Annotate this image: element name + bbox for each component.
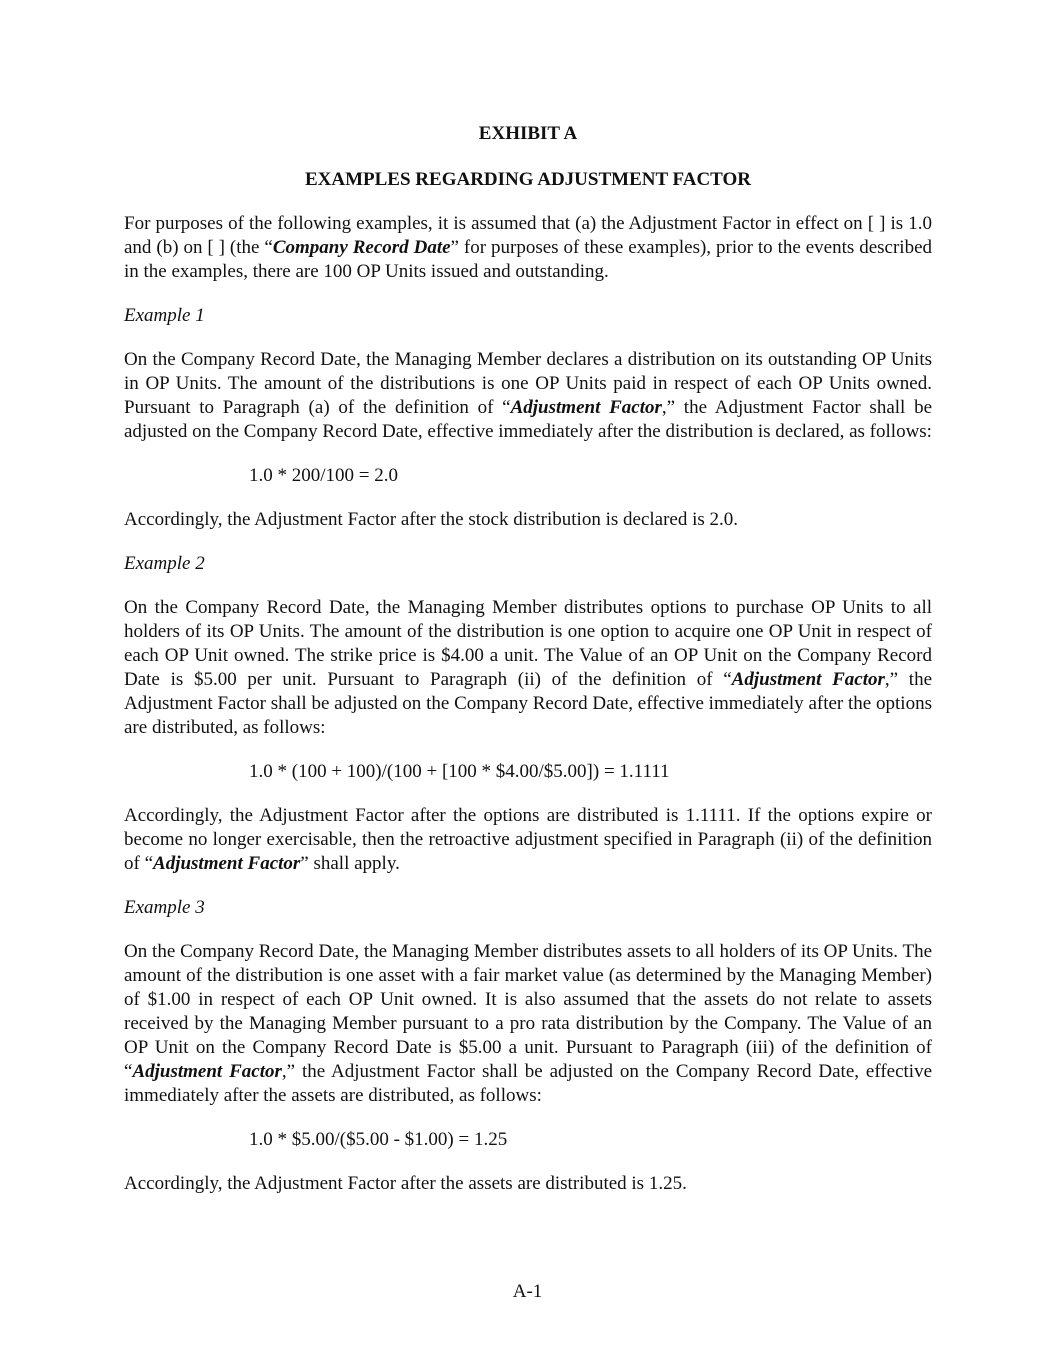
defined-term: Adjustment Factor (731, 669, 885, 690)
defined-term: Adjustment Factor (510, 397, 662, 418)
example-2-paragraph: On the Company Record Date, the Managing Member distributes options to purchase OP Units to all holders of its OP Units. The amount of the distribution is one option to acquire one OP Unit in respect of each OP Unit owned. The strike price is $4.00 a unit. The Value of an OP Unit on the Company Record Date is $5.00 per unit. Pursuant to Paragraph (ii) of the definition of “Adjustment Factor,” the Adjustment Factor shall be adjusted on the Company Record Date, effective immediately after the options are distributed, as follows: (124, 597, 933, 738)
example-1-paragraph: On the Company Record Date, the Managing Member declares a distribution on its outstanding OP Units in OP Units. The amount of the distributions is one OP Units paid in respect of each OP Units owned. Pursuant to Paragraph (a) of the definition of “Adjustment Factor,” the Adjustment Factor shall be adjusted on the Company Record Date, effective immediately after the distribution is declared, as follows: (124, 349, 933, 442)
example-2-formula: 1.0 * (100 + 100)/(100 + [100 * $4.00/$5.00]) = 1.1111 (249, 761, 670, 782)
intro-paragraph: For purposes of the following examples, it is assumed that (a) the Adjustment Factor in effect on [ ] is 1.0 and (b) on [ ] (the “Company Record Date” for purposes of these examples), prior to the events described in the examples, there are 100 OP Units issued and outstanding. (124, 213, 933, 282)
example-2-conclusion: Accordingly, the Adjustment Factor after the options are distributed is 1.1111. If the options expire or become no longer exercisable, then the retroactive adjustment specified in Paragraph (ii) of the definition of “Adjustment Factor” shall apply. (124, 805, 932, 874)
page-number: A-1 (512, 1281, 543, 1302)
example-3-conclusion: Accordingly, the Adjustment Factor after the assets are distributed is 1.25. (124, 1173, 687, 1194)
example-2-title: Example 2 (124, 553, 205, 574)
example-1-conclusion: Accordingly, the Adjustment Factor after the stock distribution is declared is 2.0. (124, 509, 739, 530)
example-3-formula: 1.0 * $5.00/($5.00 - $1.00) = 1.25 (249, 1129, 508, 1150)
example-1-formula: 1.0 * 200/100 = 2.0 (249, 465, 398, 486)
defined-term: Company Record Date (272, 237, 451, 258)
defined-term: Adjustment Factor (132, 1061, 282, 1082)
defined-term: Adjustment Factor (153, 853, 301, 874)
example-3-paragraph: On the Company Record Date, the Managing Member distributes assets to all holders of its OP Units. The amount of the distribution is one asset with a fair market value (as determined by the Managing Member) of $1.00 in respect of each OP Unit owned. It is also assumed that the assets do not relate to assets received by the Managing Member pursuant to a pro rata distribution by the Company. The Value of an OP Unit on the Company Record Date is $5.00 a unit. Pursuant to Paragraph (iii) of the definition of “Adjustment Factor,” the Adjustment Factor shall be adjusted on the Company Record Date, effective immediately after the assets are distributed, as follows: (124, 941, 932, 1106)
exhibit-heading: EXHIBIT A (478, 123, 578, 144)
example-3-title: Example 3 (124, 897, 205, 918)
document-title: EXAMPLES REGARDING ADJUSTMENT FACTOR (304, 169, 752, 190)
document-page (124, 122, 932, 1196)
example-1-title: Example 1 (124, 305, 205, 326)
